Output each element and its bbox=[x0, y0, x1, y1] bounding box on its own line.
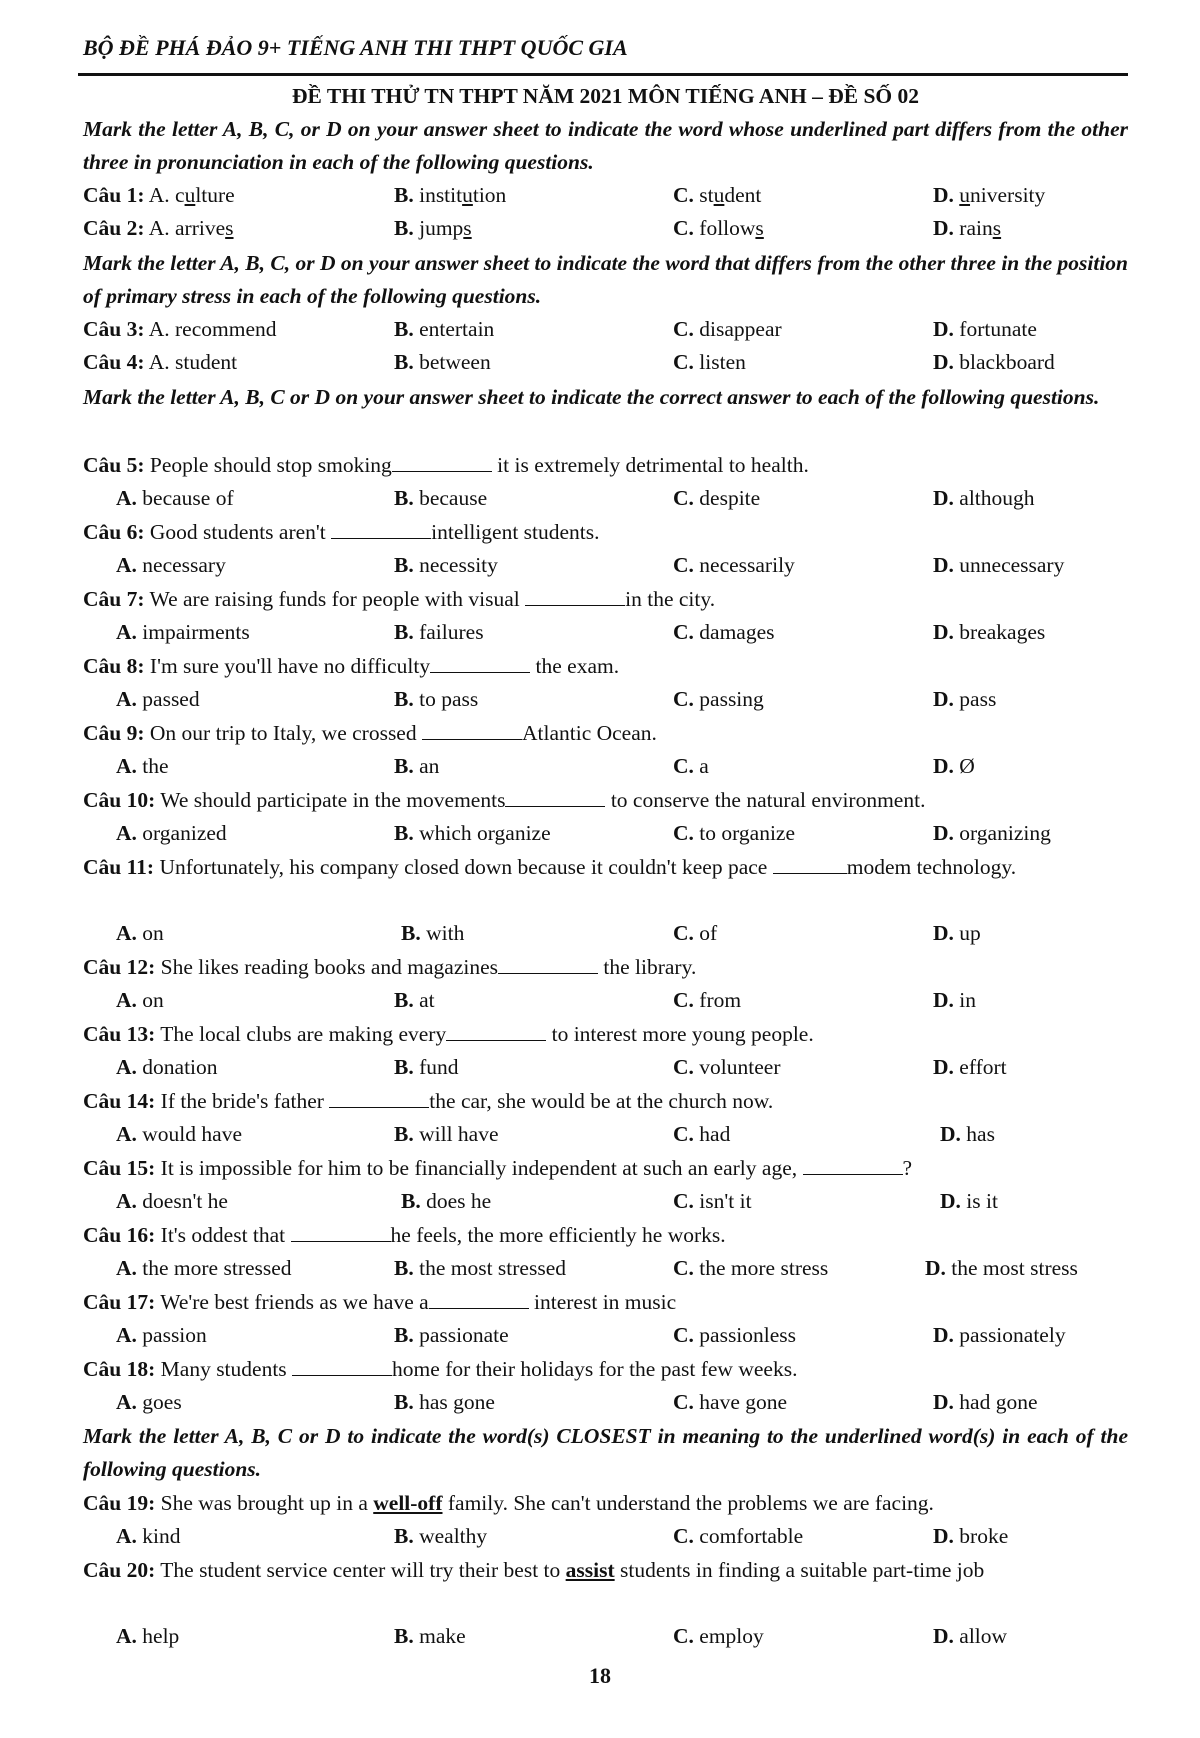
question-13: Câu 13: The local clubs are making every to interest more young people. bbox=[83, 1022, 814, 1046]
question-5: Câu 5: People should stop smoking it is extremely detrimental to health. bbox=[83, 453, 809, 477]
options-12: A. on B. at C. from D. in bbox=[116, 988, 977, 1012]
question-20: Câu 20: The student service center will try their best to assist students in finding a suitable part-time job bbox=[83, 1558, 985, 1582]
running-header: BỘ ĐỀ PHÁ ĐẢO 9+ TIẾNG ANH THI THPT QUỐC GIA bbox=[83, 35, 628, 60]
options-18: A. goes B. has gone C. have gone D. had gone bbox=[116, 1390, 1038, 1414]
underlined-word: assist bbox=[565, 1558, 615, 1582]
page-number: 18 bbox=[589, 1663, 611, 1688]
answer-blank bbox=[292, 1357, 392, 1376]
instruction-pronunciation: Mark the letter A, B, C, or D on your answer sheet to indicate the word whose underlined part differs from the other three in pronunciation in each of the following questions. bbox=[83, 117, 1128, 174]
header-rule bbox=[78, 73, 1128, 76]
question-18: Câu 18: Many students home for their holidays for the past few weeks. bbox=[83, 1357, 798, 1381]
options-17: A. passion B. passionate C. passionless D. passionately bbox=[116, 1323, 1066, 1347]
question-14: Câu 14: If the bride's father the car, she would be at the church now. bbox=[83, 1089, 774, 1113]
question-7: Câu 7: We are raising funds for people with visual in the city. bbox=[83, 587, 716, 611]
answer-blank bbox=[291, 1223, 391, 1242]
question-3: Câu 3: A. recommend B. entertain C. disappear D. fortunate bbox=[83, 317, 1037, 341]
question-19: Câu 19: She was brought up in a well-off family. She can't understand the problems we are facing. bbox=[83, 1491, 934, 1515]
options-13: A. donation B. fund C. volunteer D. effort bbox=[116, 1055, 1007, 1079]
answer-blank bbox=[392, 453, 492, 472]
answer-blank bbox=[430, 654, 530, 673]
options-19: A. kind B. wealthy C. comfortable D. broke bbox=[116, 1524, 1009, 1548]
options-6: A. necessary B. necessity C. necessarily D. unnecessary bbox=[116, 553, 1065, 577]
question-10: Câu 10: We should participate in the movements to conserve the natural environment. bbox=[83, 788, 926, 812]
answer-blank bbox=[429, 1290, 529, 1309]
instruction-closest-meaning: Mark the letter A, B, C or D to indicate the word(s) CLOSEST in meaning to the underlined word(s) in each of the following questions. bbox=[83, 1424, 1128, 1481]
answer-blank bbox=[331, 520, 431, 539]
question-1: Câu 1: A. culture B. institution C. student D. university bbox=[83, 183, 1046, 207]
question-6: Câu 6: Good students aren't intelligent students. bbox=[83, 520, 600, 544]
question-9: Câu 9: On our trip to Italy, we crossed Atlantic Ocean. bbox=[83, 721, 657, 745]
answer-blank bbox=[422, 721, 522, 740]
question-16: Câu 16: It's oddest that he feels, the more efficiently he works. bbox=[83, 1223, 726, 1247]
options-9: A. the B. an C. a D. Ø bbox=[116, 754, 975, 778]
exam-title: ĐỀ THI THỬ TN THPT NĂM 2021 MÔN TIẾNG ANH – ĐỀ SỐ 02 bbox=[292, 84, 919, 108]
options-5: A. because of B. because C. despite D. although bbox=[116, 486, 1035, 510]
answer-blank bbox=[446, 1022, 546, 1041]
instruction-stress: Mark the letter A, B, C, or D on your answer sheet to indicate the word that differs from the other three in the position of primary stress in each of the following questions. bbox=[83, 251, 1128, 308]
question-2: Câu 2: A. arrives B. jumps C. follows D. rains bbox=[83, 216, 1002, 240]
question-4: Câu 4: A. student B. between C. listen D. blackboard bbox=[83, 350, 1055, 374]
underlined-word: well-off bbox=[373, 1491, 443, 1515]
options-14: A. would have B. will have C. had D. has bbox=[116, 1122, 995, 1146]
question-11: Câu 11: Unfortunately, his company closed down because it couldn't keep pace modem technology. bbox=[83, 855, 1017, 879]
question-15: Câu 15: It is impossible for him to be financially independent at such an early age, ? bbox=[83, 1156, 913, 1180]
options-16: A. the more stressed B. the most stressed C. the more stress D. the most stress bbox=[116, 1256, 1078, 1280]
question-12: Câu 12: She likes reading books and magazines the library. bbox=[83, 955, 697, 979]
instruction-correct-answer: Mark the letter A, B, C or D on your answer sheet to indicate the correct answer to each of the following questions. bbox=[83, 385, 1100, 409]
options-11: A. on B. with C. of D. up bbox=[116, 921, 981, 945]
answer-blank bbox=[505, 788, 605, 807]
options-20: A. help B. make C. employ D. allow bbox=[116, 1624, 1008, 1648]
answer-blank bbox=[803, 1156, 903, 1175]
options-10: A. organized B. which organize C. to organize D. organizing bbox=[116, 821, 1051, 845]
answer-blank bbox=[773, 855, 847, 874]
answer-blank bbox=[498, 955, 598, 974]
answer-blank bbox=[525, 587, 625, 606]
options-7: A. impairments B. failures C. damages D. breakages bbox=[116, 620, 1046, 644]
question-17: Câu 17: We're best friends as we have a interest in music bbox=[83, 1290, 677, 1314]
question-8: Câu 8: I'm sure you'll have no difficulty the exam. bbox=[83, 654, 620, 678]
answer-blank bbox=[329, 1089, 429, 1108]
options-8: A. passed B. to pass C. passing D. pass bbox=[116, 687, 997, 711]
question-label: Câu 1: bbox=[83, 183, 145, 207]
options-15: A. doesn't he B. does he C. isn't it D. is it bbox=[116, 1189, 998, 1213]
